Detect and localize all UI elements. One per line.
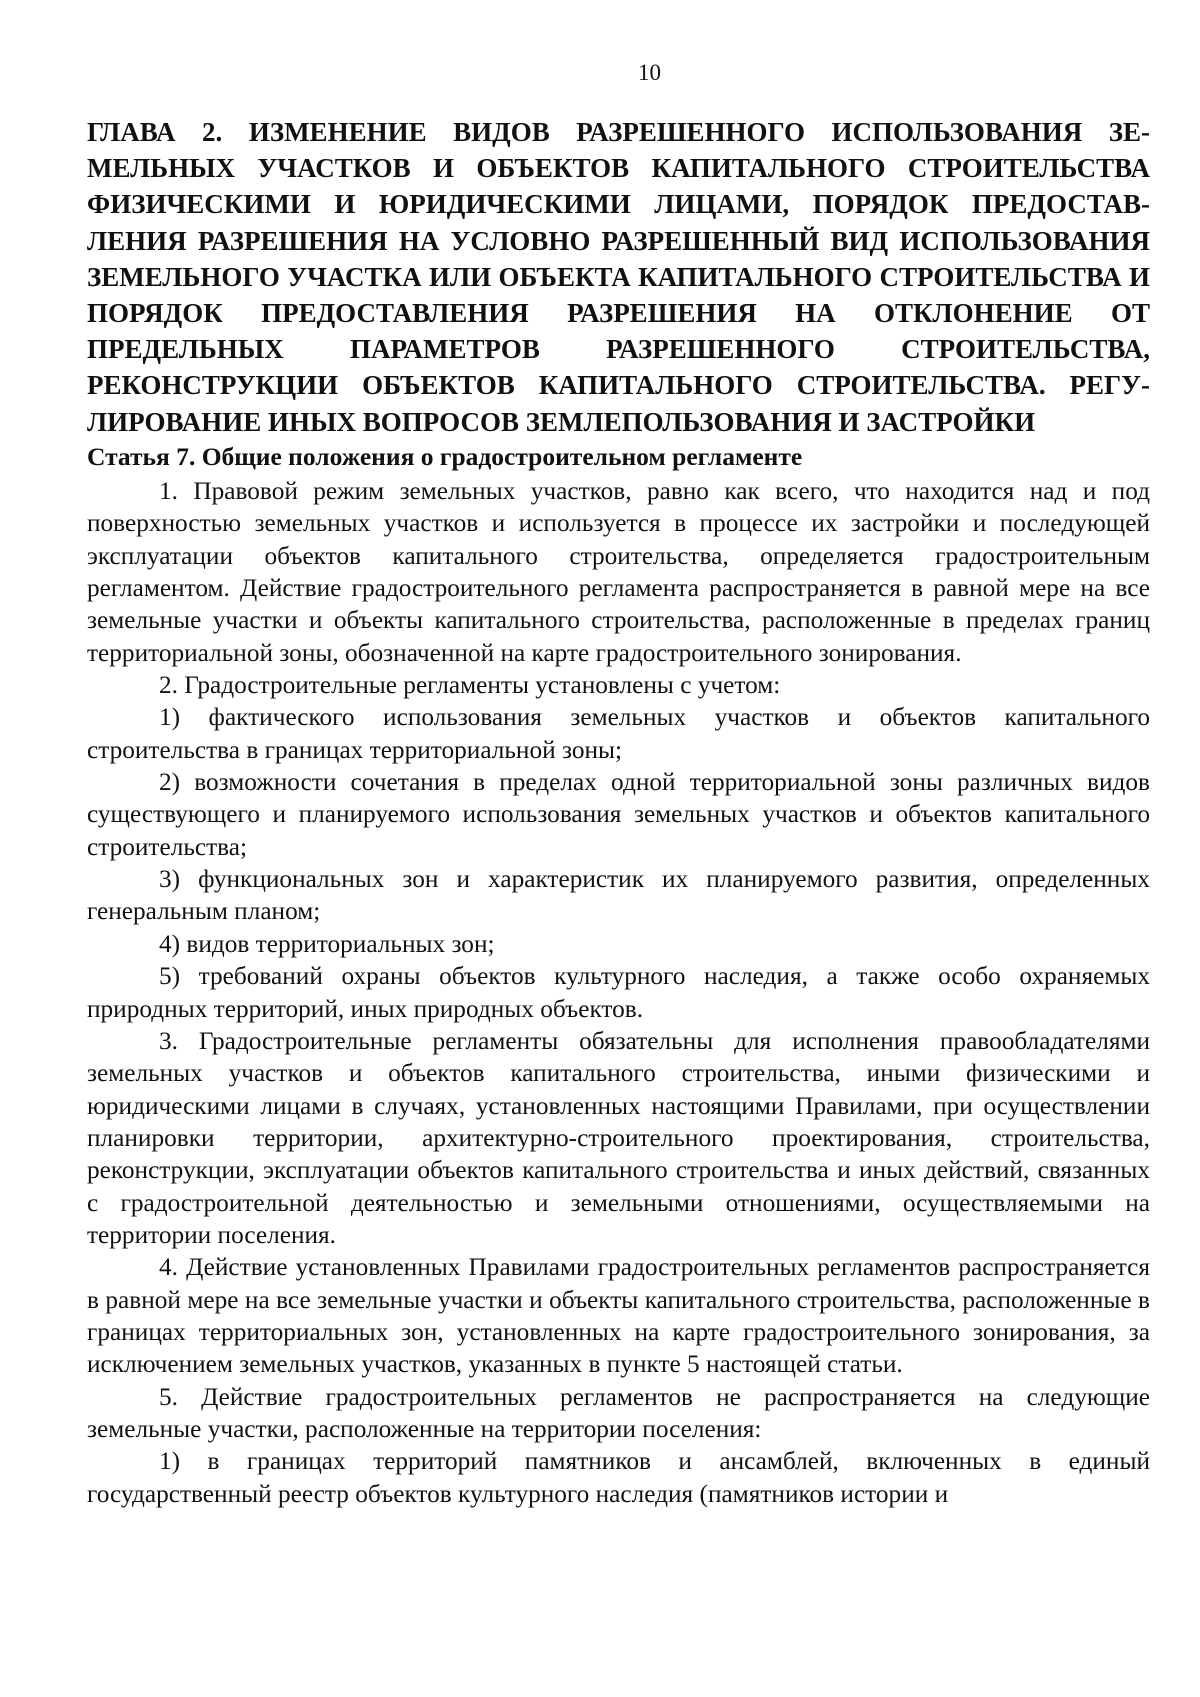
paragraph: 4) видов территориальных зон; (159, 929, 495, 958)
article-body (87, 475, 1150, 1510)
paragraph: 5. Действие градостроительных регламентов не распространяется на следующие земельные участки, расположенные на территории поселения: (87, 1382, 1150, 1443)
paragraph: 2. Градостроительные регламенты установлены с учетом: (159, 671, 781, 700)
paragraph: 4. Действие установленных Правилами градостроительных регламентов распространяется в равной мере на все земельные участки и объекты капитального строительства, расположенные в границах территориальных зон, установленных на карте градостроительного зонирования, за исключением земельных участков, указанных в пункте 5 настоящей статьи. (87, 1253, 1150, 1379)
paragraph: 1) в границах территорий памятников и ансамблей, включенных в единый государственный реестр объектов культурного наследия (памятников истории и (87, 1447, 1150, 1508)
paragraph: 1) фактического использования земельных участков и объектов капитального строительства в границах территориальной зоны; (87, 703, 1150, 764)
chapter-title: ГЛАВА 2. ИЗМЕНЕНИЕ ВИДОВ РАЗРЕШЕННОГО ИСПОЛЬЗОВАНИЯ ЗЕМЕЛЬНЫХ УЧАСТКОВ И ОБЪЕКТОВ КАПИТАЛЬНОГО СТРОИТЕЛЬСТВА ФИЗИЧЕСКИМИ И ЮРИДИЧЕСКИМИ ЛИЦАМИ, ПОРЯДОК ПРЕДОСТАВЛЕНИЯ РАЗРЕШЕНИЯ НА УСЛОВНО РАЗРЕШЕННЫЙ ВИД ИСПОЛЬЗОВАНИЯ ЗЕМЕЛЬНОГО УЧАСТКА ИЛИ ОБЪЕКТА КАПИТАЛЬНОГО СТРОИТЕЛЬСТВА И ПОРЯДОК ПРЕДОСТАВЛЕНИЯ РАЗРЕШЕНИЯ НА ОТКЛОНЕНИЕ ОТ ПРЕДЕЛЬНЫХ ПАРАМЕТРОВ РАЗРЕШЕННОГО СТРОИТЕЛЬСТВА, РЕКОНСТРУКЦИИ ОБЪЕКТОВ КАПИТАЛЬНОГО СТРОИТЕЛЬСТВА. РЕГУЛИРОВАНИЕ ИНЫХ ВОПРОСОВ ЗЕМЛЕПОЛЬЗОВАНИЯ И ЗАСТРОЙКИ (87, 117, 1150, 437)
page-number: 10 (638, 60, 661, 85)
paragraph: 3. Градостроительные регламенты обязательны для исполнения правообладателями земельных участков и объектов капитального строительства, иными физическими и юридическими лицами в случаях, установленных настоящими Правилами, при осуществлении планировки территории, архитектурно-строительного проектирования, строительства, реконструкции, эксплуатации объектов капитального строительства и иных действий, связанных с градостроительной деятельностью и земельными отношениями, осуществляемыми на территории поселения. (87, 1026, 1150, 1249)
paragraph: 5) требований охраны объектов культурного наследия, а также особо охраняемых природных территорий, иных природных объектов. (87, 962, 1150, 1023)
paragraph: 1. Правовой режим земельных участков, равно как всего, что находится над и под поверхностью земельных участков и используется в процессе их застройки и последующей эксплуатации объектов капитального строительства, определяется градостроительным регламентом. Действие градостроительного регламента распространяется в равной мере на все земельные участки и объекты капитального строительства, расположенные в пределах границ территориальной зоны, обозначенной на карте градостроительного зонирования. (87, 477, 1150, 667)
paragraph: 3) функциональных зон и характеристик их планируемого развития, определенных генеральным планом; (87, 865, 1150, 926)
paragraph: 2) возможности сочетания в пределах одной территориальной зоны различных видов существующего и планируемого использования земельных участков и объектов капитального строительства; (87, 768, 1150, 861)
article-title: Статья 7. Общие положения о градостроительном регламенте (87, 442, 803, 471)
